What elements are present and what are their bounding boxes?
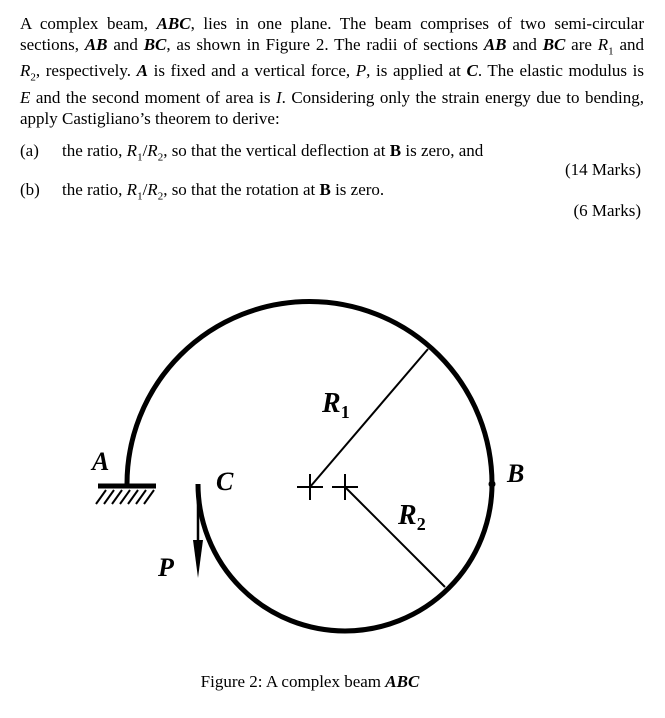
text-run: 2: [30, 71, 36, 84]
text-run: the ratio,: [62, 180, 127, 199]
text-run: B: [389, 141, 402, 160]
figure-caption: [0, 672, 620, 692]
question-a-marks: (14 Marks): [564, 160, 641, 179]
label-r1: R1: [322, 388, 350, 422]
text-run: R: [597, 34, 609, 54]
text-run: is zero, and: [401, 141, 484, 160]
label-b: B: [507, 459, 525, 488]
text-run: , lies in one plane. The beam comprises of two semi-circular: [190, 14, 644, 33]
text-run: I: [275, 88, 282, 108]
text-run: A: [136, 61, 148, 81]
text-run: R: [126, 180, 138, 199]
question-b-marks: (6 Marks): [573, 201, 641, 220]
text-run: P: [355, 61, 367, 81]
text-run: E: [20, 88, 31, 108]
text-run: . The elastic modulus is: [477, 61, 644, 81]
label-p: P: [158, 553, 174, 582]
text-run: and: [613, 34, 644, 54]
text-run: is zero.: [330, 180, 385, 199]
text-run: , so that the rotation at: [163, 180, 320, 199]
text-run: R: [126, 141, 138, 160]
text-run: R: [147, 141, 158, 160]
text-run: . Considering only the strain energy due to bending,: [281, 88, 644, 108]
text-run: A complex beam,: [20, 14, 157, 33]
text-run: 1: [137, 151, 143, 164]
point-b-marker: [489, 481, 496, 488]
text-run: 1: [608, 44, 614, 57]
text-run: /: [142, 180, 148, 199]
text-run: C: [466, 61, 478, 81]
text-run: , as shown in Figure 2. The radii of sections: [166, 34, 484, 54]
text-run: apply Castigliano’s theorem to derive:: [20, 108, 280, 128]
fixed-support: [96, 486, 156, 504]
text-run: AB: [84, 34, 108, 54]
text-run: BC: [542, 34, 566, 54]
beam-section-ab: [127, 302, 492, 485]
text-run: and: [107, 34, 144, 54]
question-a-label: (a): [20, 141, 39, 160]
text-run: 2: [157, 190, 164, 203]
text-run: sections,: [20, 34, 85, 54]
text-run: /: [142, 141, 148, 160]
question-b-label: (b): [20, 180, 40, 199]
text-run: 2: [157, 151, 164, 164]
text-run: , so that the vertical deflection at: [163, 141, 390, 160]
text-run: ABC: [156, 14, 191, 33]
text-run: R: [147, 180, 158, 199]
label-c: C: [216, 467, 234, 496]
radius-r2-line: [345, 487, 445, 587]
text-run: the ratio,: [62, 141, 127, 160]
text-run: , is applied at: [366, 61, 467, 81]
force-p-arrow: [193, 486, 203, 578]
text-run: R: [20, 61, 31, 81]
text-run: is fixed and a vertical force,: [147, 61, 356, 81]
text-run: 1: [137, 190, 143, 203]
text-run: B: [319, 180, 331, 199]
text-run: and the second moment of area is: [30, 88, 276, 108]
text-run: , respectively.: [35, 61, 137, 81]
figure-caption-beam-name: ABC: [385, 672, 420, 691]
text-run: AB: [483, 34, 507, 54]
text-run: are: [565, 34, 598, 54]
text-run: BC: [143, 34, 167, 54]
text-run: and: [506, 34, 543, 54]
label-a: A: [92, 447, 110, 476]
figure-caption-text: Figure 2: A complex beam: [200, 672, 386, 691]
label-r2: R2: [398, 500, 426, 534]
beam-section-bc: [198, 484, 492, 631]
